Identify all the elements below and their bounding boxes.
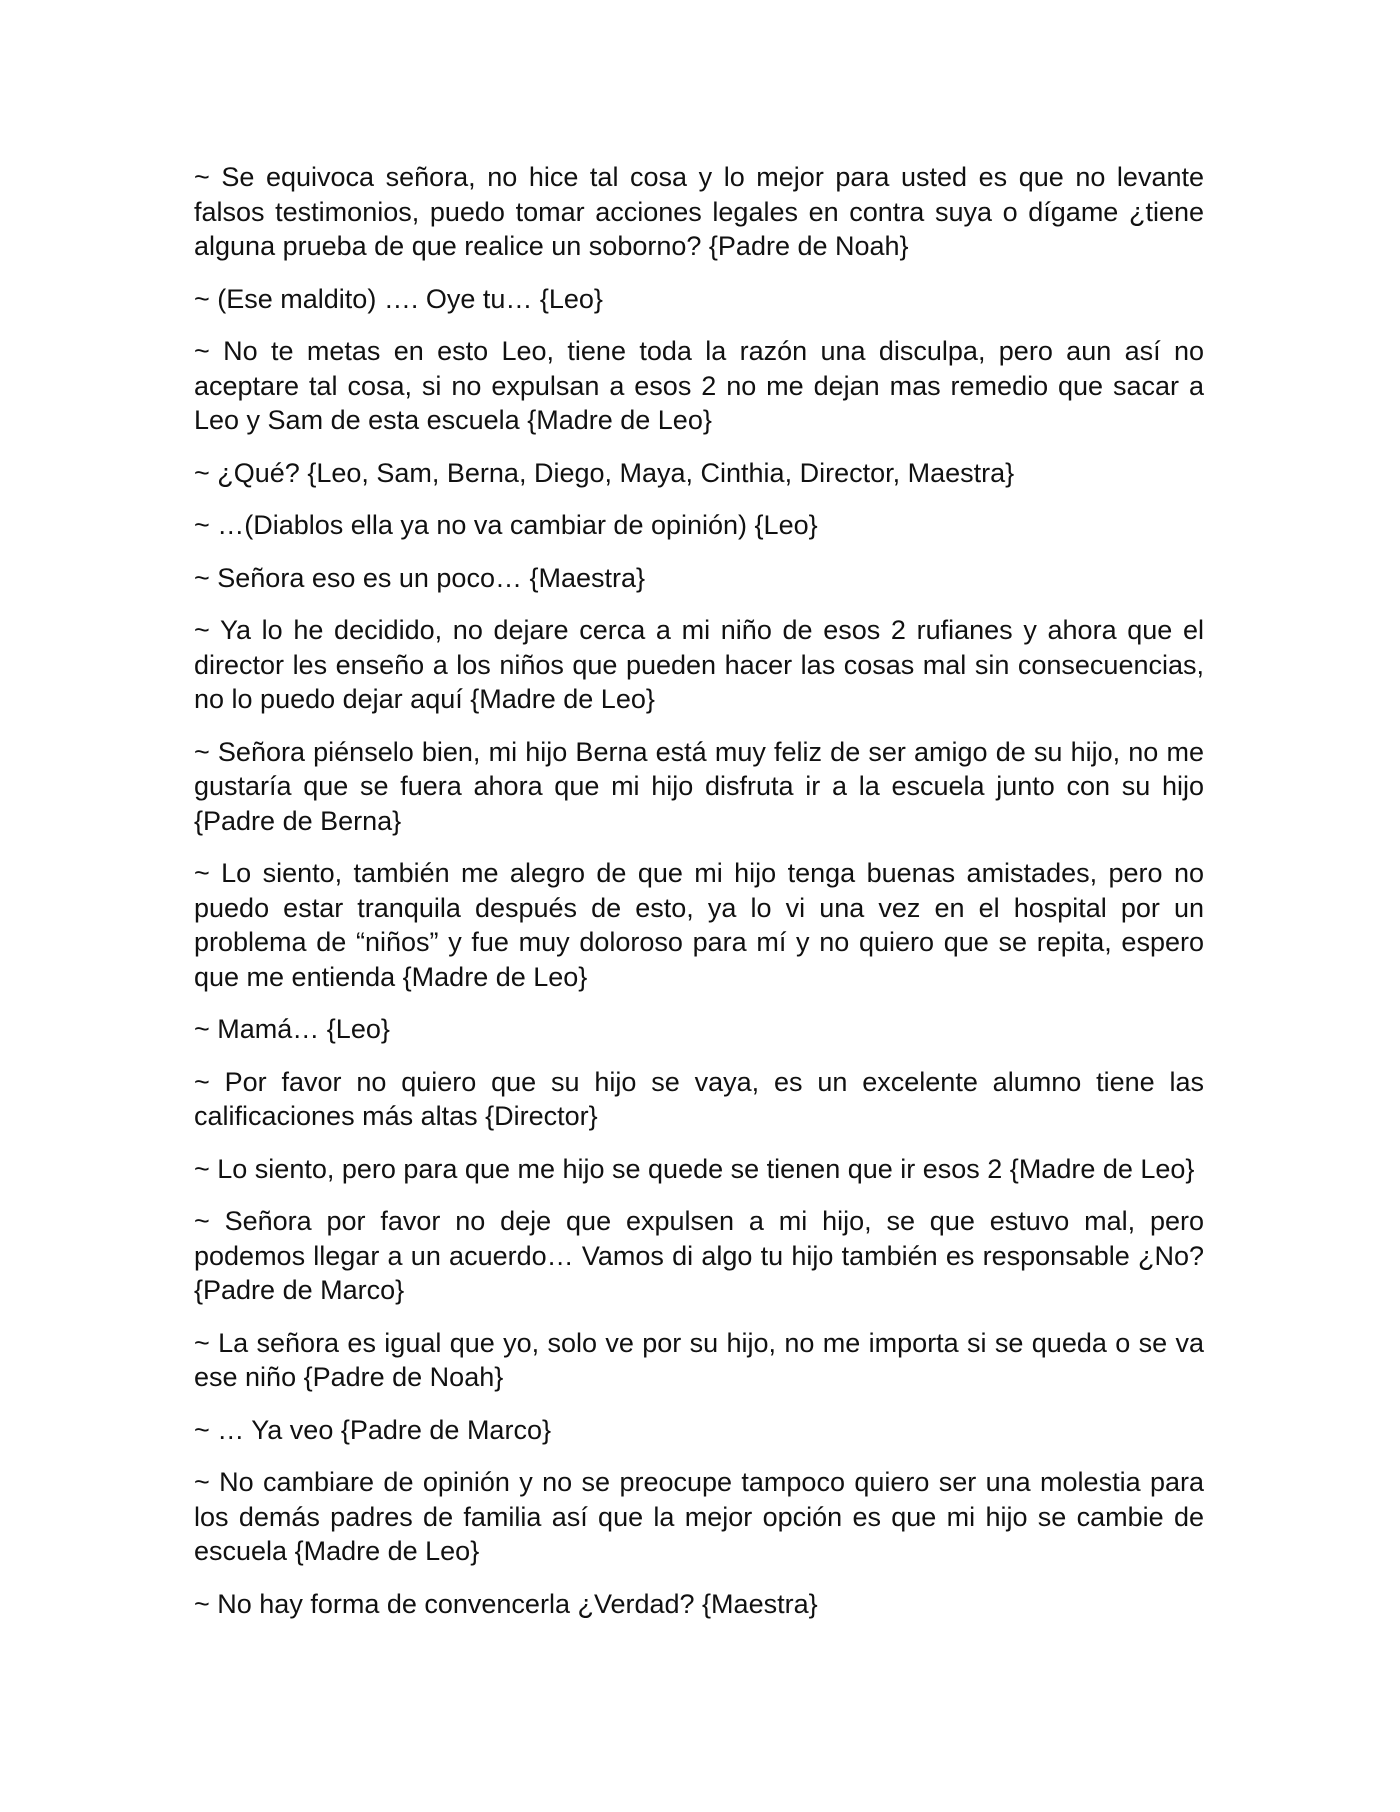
dialogue-line: ~ Ya lo he decidido, no dejare cerca a mi niño de esos 2 rufianes y ahora que el director les enseño a los niños que pueden hacer las cosas mal sin consecuencias, no lo puedo dejar aquí {Madre de Leo}	[194, 615, 1204, 714]
dialogue-line: ~ …(Diablos ella ya no va cambiar de opinión) {Leo}	[194, 510, 818, 540]
dialogue-line: ~ No hay forma de convencerla ¿Verdad? {Maestra}	[194, 1588, 818, 1619]
dialogue-line: ~ Por favor no quiero que su hijo se vaya, es un excelente alumno tiene las calificaciones más altas {Director}	[194, 1066, 1204, 1131]
dialogue-line: ~ … Ya veo {Padre de Marco}	[194, 1414, 551, 1445]
dialogue-line: ~ Señora piénselo bien, mi hijo Berna está muy feliz de ser amigo de su hijo, no me gustaría que se fuera ahora que mi hijo disfruta ir a la escuela junto con su hijo {Padre de Berna}	[194, 736, 1204, 836]
dialogue-line: ~ ¿Qué? {Leo, Sam, Berna, Diego, Maya, Cinthia, Director, Maestra}	[194, 457, 1015, 488]
dialogue-text	[194, 160, 1204, 1621]
dialogue-line: ~ Lo siento, también me alegro de que mi hijo tenga buenas amistades, pero no puedo estar tranquila después de esto, ya lo vi una vez en el hospital por un problema de “niños” y fue muy doloroso para mí y no quiero que se repita, espero que me entienda {Madre de Leo}	[194, 858, 1204, 992]
dialogue-line: ~ Se equivoca señora, no hice tal cosa y lo mejor para usted es que no levante falsos testimonios, puedo tomar acciones legales en contra suya o dígame ¿tiene alguna prueba de que realice un soborno? {Padre de Noah}	[194, 162, 1204, 261]
dialogue-line: ~ Señora eso es un poco… {Maestra}	[194, 562, 646, 593]
dialogue-line: ~ La señora es igual que yo, solo ve por su hijo, no me importa si se queda o se va ese niño {Padre de Noah}	[194, 1327, 1204, 1392]
dialogue-line: ~ Señora por favor no deje que expulsen a mi hijo, se que estuvo mal, pero podemos llegar a un acuerdo… Vamos di algo tu hijo también es responsable ¿No? {Padre de Marco}	[194, 1206, 1204, 1305]
dialogue-line: ~ Lo siento, pero para que me hijo se quede se tienen que ir esos 2 {Madre de Leo}	[194, 1153, 1195, 1184]
dialogue-line: ~ No te metas en esto Leo, tiene toda la razón una disculpa, pero aun así no aceptare tal cosa, si no expulsan a esos 2 no me dejan mas remedio que sacar a Leo y Sam de esta escuela {Madre de Leo}	[194, 336, 1204, 435]
dialogue-line: ~ No cambiare de opinión y no se preocupe tampoco quiero ser una molestia para los demás padres de familia así que la mejor opción es que mi hijo se cambie de escuela {Madre de Leo}	[194, 1467, 1204, 1566]
dialogue-line: ~ Mamá… {Leo}	[194, 1014, 390, 1044]
dialogue-line: ~ (Ese maldito) …. Oye tu… {Leo}	[194, 283, 603, 314]
